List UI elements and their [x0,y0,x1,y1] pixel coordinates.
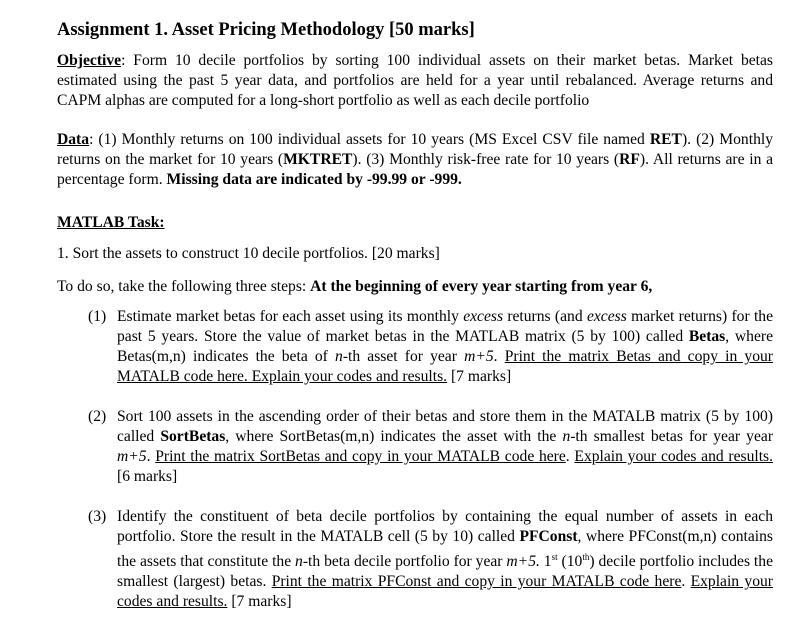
text-segment: SortBetas [160,428,226,445]
text-segment: ) decile portfolio includes the smallest (largest) betas. [117,553,773,591]
text: ). (3) Monthly risk-free rate for 10 years ( [352,151,620,168]
text-segment: Print the matrix PFConst and copy in your MATALB code here [271,573,682,591]
text-segment: excess [586,308,627,325]
text-segment: , where SortBetas(m,n) indicates the asset with the [225,428,563,445]
text-segment: returns (and [503,308,587,325]
text-segment: , where Betas(m,n) indicates the beta of [117,328,774,365]
text: ). (2) Monthly returns on the market for 10 years ( [57,131,773,168]
text-segment: Explain your codes and results. [117,573,773,611]
list-item [57,507,773,612]
text-segment: [6 marks] [117,468,178,485]
text-segment: m+5 [117,448,147,465]
list-item [57,407,773,487]
text-segment: (10 [557,553,583,571]
text-segment: n [562,428,571,445]
bold-text: RET [649,131,682,148]
text: To do so, take the following three steps: [57,278,311,295]
text-segment: Print the matrix Betas and copy in your MATALB code here. Explain your codes and results. [117,348,773,385]
text-segment: Sort 100 assets in the ascending order of their betas and store them in the MATALB matrix (5 by 100) called [117,408,773,445]
text-segment: PFConst [519,528,578,545]
text-segment: Print the matrix SortBetas and copy in your MATALB code here [155,448,566,465]
text-segment: n [335,348,343,365]
intro-paragraph [57,277,773,297]
bold-text: RF [619,151,640,168]
page-title: Assignment 1. Asset Pricing Methodology [50 marks] [57,20,475,40]
item-number: (2) [88,408,107,425]
text-segment: Identify the constituent of beta decile portfolios by containing the equal number of assets in each portfolio. Store the result in the MATALB cell (5 by 10) called [117,508,773,545]
task-heading: MATLAB Task: [57,214,165,231]
text-segment: . [681,573,691,591]
text-segment: market returns) for the past 5 years. Store the value of market betas in the MATLAB matrix (5 by 100) called [117,308,773,345]
text-segment: -th beta decile portfolio for year [302,553,507,571]
text-segment: . [565,448,575,465]
text-segment: st [551,552,558,562]
text-segment: [7 marks] [447,368,512,385]
text-segment: m+5. [506,553,540,571]
objective-label: Objective [57,52,122,69]
data-paragraph [57,130,773,190]
objective-paragraph [57,51,773,111]
text-segment: . [146,448,156,465]
text-segment: , where PFConst(m,n) contains the assets that constitute the [117,528,773,571]
text-segment: Estimate market betas for each asset using its monthly [117,308,464,325]
text-segment: [7 marks] [227,593,292,611]
text-segment: 1 [539,553,552,571]
text: : (1) Monthly returns on 100 individual assets for 10 years (MS Excel CSV file named [89,131,650,148]
text-segment: Explain your codes and results. [574,448,774,465]
assignment-document [57,18,773,612]
text-segment: n [295,553,303,571]
bold-text: At the beginning of every year starting from year 6, [310,278,653,295]
text-segment: -th asset for year [342,348,465,365]
list-item [57,307,773,387]
text-segment: Betas [688,328,726,345]
step-1: 1. Sort the assets to construct 10 decile portfolios. [20 marks] [57,245,440,262]
bold-text: Missing data are indicated by -99.99 or -999. [166,171,462,188]
text: ). All returns are in a percentage form. [57,151,773,188]
text-segment: th [582,552,590,562]
item-number: (3) [88,508,107,525]
objective-text: : Form 10 decile portfolios by sorting 100 individual assets on their market betas. Market betas estimated using the past 5 year data, and portfolios are held for a year until rebalanced. Average returns and CAPM alphas are computed for a long-short portfolio as well as each decile portfolio [57,52,773,109]
data-label: Data [57,131,90,148]
text-segment: -th smallest betas for year year [570,428,774,445]
item-number: (1) [88,308,107,325]
text-segment: excess [463,308,504,325]
text-segment: . [493,348,505,365]
text-segment: m+5 [464,348,494,365]
bold-text: MKTRET [283,151,353,168]
